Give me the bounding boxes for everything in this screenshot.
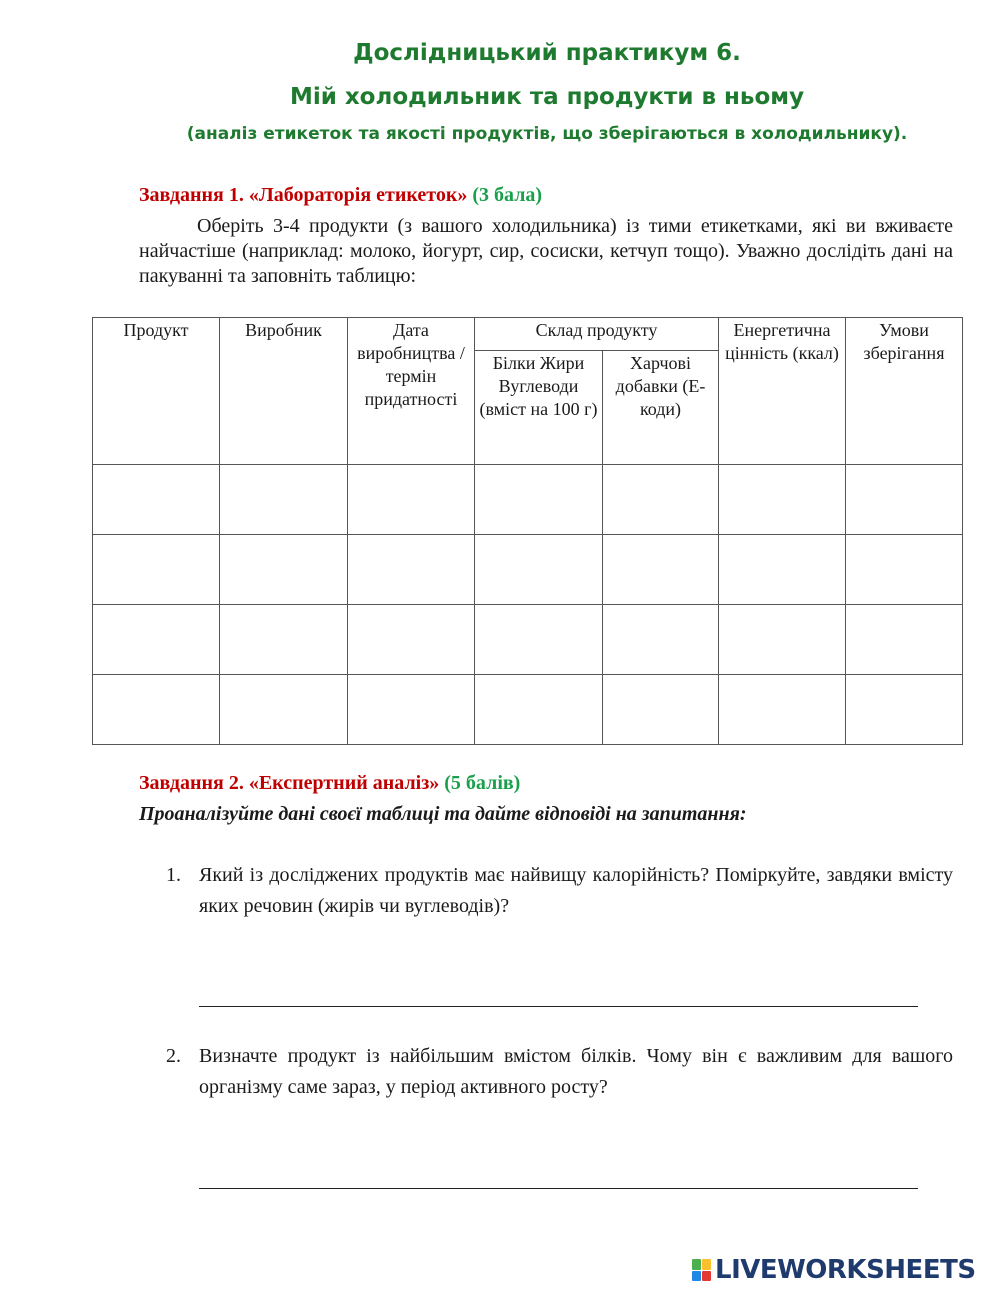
table-cell[interactable] — [475, 675, 603, 745]
page-title-line2: Мій холодильник та продукти в ньому — [289, 84, 805, 110]
table-cell[interactable] — [93, 535, 220, 605]
question-text: Який із досліджених продуктів має найвищу калорійність? Поміркуйте, завдяки вмісту яких речовин (жирів чи вуглеводів)? — [199, 864, 953, 917]
task2-instructions: Проаналізуйте дані своєї таблиці та дайте відповіді на запитання: — [139, 803, 747, 825]
question-1 — [166, 860, 953, 922]
table-cell[interactable] — [603, 465, 719, 535]
header-nutrients: Білки Жири Вуглеводи (вміст на 100 г) — [475, 351, 603, 465]
table-row — [93, 605, 963, 675]
table-row — [93, 675, 963, 745]
table-cell[interactable] — [220, 465, 348, 535]
table-cell[interactable] — [475, 465, 603, 535]
table-cell[interactable] — [846, 535, 963, 605]
header-date: Дата виробництва /термін придатності — [348, 318, 475, 465]
header-storage: Умови зберігання — [846, 318, 963, 465]
table-cell[interactable] — [603, 605, 719, 675]
table-cell[interactable] — [220, 535, 348, 605]
table-cell[interactable] — [846, 605, 963, 675]
answer-line-1[interactable] — [199, 1006, 918, 1007]
logo-square-blue — [692, 1271, 701, 1282]
page-subtitle: (аналіз етикеток та якості продуктів, що зберігаються в холодильнику). — [186, 124, 908, 144]
table-cell[interactable] — [719, 675, 846, 745]
table-cell[interactable] — [475, 605, 603, 675]
table-cell[interactable] — [719, 535, 846, 605]
logo-square-yellow — [702, 1259, 711, 1270]
task1-heading — [139, 184, 542, 207]
logo-square-red — [702, 1271, 711, 1282]
table-cell[interactable] — [475, 535, 603, 605]
table-row — [93, 465, 963, 535]
table-cell[interactable] — [93, 605, 220, 675]
table-cell[interactable] — [603, 675, 719, 745]
question-number: 2. — [166, 1045, 181, 1067]
task2-heading — [139, 772, 520, 795]
task2-title: Завдання 2. «Експертний аналіз» — [139, 772, 440, 794]
table-cell[interactable] — [348, 605, 475, 675]
table-cell[interactable] — [719, 465, 846, 535]
logo-text: LIVEWORKSHEETS — [715, 1255, 976, 1285]
table-cell[interactable] — [348, 535, 475, 605]
task1-title: Завдання 1. «Лабораторія етикеток» — [139, 184, 468, 206]
liveworksheets-logo — [692, 1256, 976, 1284]
table-cell[interactable] — [348, 465, 475, 535]
header-composition: Склад продукту — [475, 318, 719, 351]
table-cell[interactable] — [220, 605, 348, 675]
question-number: 1. — [166, 864, 181, 886]
table-cell[interactable] — [93, 675, 220, 745]
table-cell[interactable] — [846, 465, 963, 535]
table-row — [93, 535, 963, 605]
table-cell[interactable] — [220, 675, 348, 745]
page-title: Дослідницький практикум 6. — [353, 40, 741, 66]
table-cell[interactable] — [846, 675, 963, 745]
header-energy: Енергетична цінність (ккал) — [719, 318, 846, 465]
table-cell[interactable] — [603, 535, 719, 605]
header-product: Продукт — [93, 318, 220, 465]
question-2 — [166, 1041, 953, 1103]
question-text: Визначте продукт із найбільшим вмістом білків. Чому він є важливим для вашого організму саме зараз, у період активного росту? — [199, 1045, 953, 1098]
task1-instructions: Оберіть 3-4 продукти (з вашого холодильника) із тими етикетками, які ви вживаєте найчастіше (наприклад: молоко, йогурт, сир, сосиски, кетчуп тощо). Уважно дослідіть дані на пакуванні та заповніть таблицю: — [139, 215, 953, 287]
products-table — [92, 317, 963, 745]
table-cell[interactable] — [348, 675, 475, 745]
answer-line-2[interactable] — [199, 1188, 918, 1189]
task1-points: (3 бала) — [472, 184, 543, 206]
logo-square-green — [692, 1259, 701, 1270]
table-cell[interactable] — [719, 605, 846, 675]
table-cell[interactable] — [93, 465, 220, 535]
header-additives: Харчові добавки (Е-коди) — [603, 351, 719, 465]
liveworksheets-logo-icon — [692, 1259, 711, 1281]
task2-points: (5 балів) — [444, 772, 521, 794]
header-manufacturer: Виробник — [220, 318, 348, 465]
